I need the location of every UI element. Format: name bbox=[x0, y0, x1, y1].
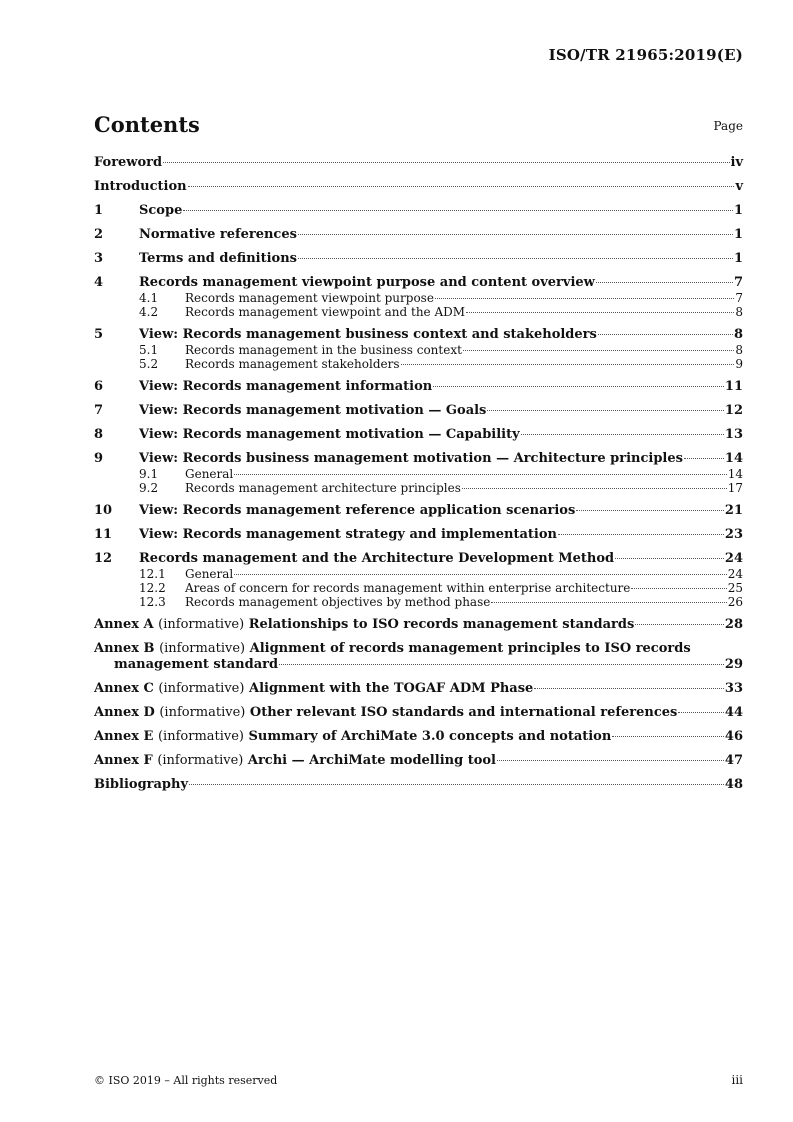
toc-title: Alignment with the TOGAF ADM Phase bbox=[248, 681, 534, 696]
toc-entry-annex-d[interactable] bbox=[94, 705, 743, 721]
toc-page: 33 bbox=[724, 681, 743, 696]
toc-title: Relationships to ISO records management standards bbox=[248, 617, 635, 632]
toc-title: Foreword bbox=[94, 155, 163, 170]
toc-title: View: Records management business context and stakeholders bbox=[139, 327, 597, 342]
toc-entry-8[interactable] bbox=[94, 427, 743, 443]
dot-leader bbox=[463, 350, 734, 351]
dot-leader bbox=[462, 488, 727, 489]
toc-title: View: Records management reference application scenarios bbox=[139, 503, 576, 518]
toc-title: Introduction bbox=[94, 179, 187, 194]
toc-page: 47 bbox=[724, 753, 743, 768]
dot-leader bbox=[435, 298, 734, 299]
dot-leader bbox=[298, 234, 733, 235]
dot-leader bbox=[401, 364, 735, 365]
toc-entry-foreword[interactable] bbox=[94, 155, 743, 171]
dot-leader bbox=[635, 624, 724, 625]
dot-leader bbox=[183, 210, 733, 211]
toc-title: Records management in the business context bbox=[185, 343, 462, 357]
toc-number: 12.3 bbox=[139, 595, 166, 609]
toc-page: 9 bbox=[735, 357, 743, 371]
toc-title: Terms and definitions bbox=[139, 251, 297, 266]
toc-title: View: Records management strategy and implementation bbox=[139, 527, 557, 542]
annex-label: Annex B bbox=[94, 641, 155, 656]
toc-entry-annex-b[interactable] bbox=[94, 641, 743, 673]
toc-page: 48 bbox=[724, 777, 743, 792]
toc-title: Other relevant ISO standards and international references bbox=[249, 705, 678, 720]
toc-title: View: Records business management motivation — Architecture principles bbox=[139, 451, 683, 466]
toc-entry-5-1[interactable] bbox=[94, 343, 743, 357]
document-reference: ISO/TR 21965:2019(E) bbox=[548, 46, 743, 64]
toc-entry-9-1[interactable] bbox=[94, 467, 743, 481]
dot-leader bbox=[491, 602, 726, 603]
toc-entry-annex-c[interactable] bbox=[94, 681, 743, 697]
toc-page: 44 bbox=[724, 705, 743, 720]
toc-entry-annex-a[interactable] bbox=[94, 617, 743, 633]
toc-number: 4 bbox=[94, 275, 104, 290]
dot-leader bbox=[558, 534, 724, 535]
toc-page: 46 bbox=[724, 729, 743, 744]
toc-entry-4[interactable] bbox=[94, 275, 743, 291]
page-title: Contents bbox=[94, 112, 200, 137]
dot-leader bbox=[631, 588, 726, 589]
toc-title: Records management viewpoint purpose and content overview bbox=[139, 275, 595, 290]
toc-page: 1 bbox=[733, 227, 743, 242]
toc-title: Records management and the Architecture Development Method bbox=[139, 551, 615, 566]
toc-entry-9-2[interactable] bbox=[94, 481, 743, 495]
annex-label: Annex A bbox=[94, 617, 154, 632]
toc-page: 1 bbox=[733, 251, 743, 266]
dot-leader bbox=[612, 736, 724, 737]
toc-number: 4.1 bbox=[139, 291, 159, 305]
dot-leader bbox=[521, 434, 724, 435]
toc-number: 6 bbox=[94, 379, 104, 394]
dot-leader bbox=[466, 312, 734, 313]
toc-page: 23 bbox=[724, 527, 743, 542]
toc-page: 17 bbox=[727, 481, 743, 495]
toc-entry-annex-e[interactable] bbox=[94, 729, 743, 745]
toc-title-line1: Alignment of records management principles to ISO records bbox=[249, 641, 691, 656]
toc-entry-introduction[interactable] bbox=[94, 179, 743, 195]
dot-leader bbox=[615, 558, 724, 559]
annex-label: Annex F bbox=[94, 753, 153, 768]
page-number: iii bbox=[731, 1073, 743, 1087]
dot-leader bbox=[684, 458, 724, 459]
page-column-label: Page bbox=[713, 119, 743, 133]
annex-label: Annex E bbox=[94, 729, 154, 744]
toc-page: iv bbox=[730, 155, 743, 170]
toc-page: 8 bbox=[733, 327, 743, 342]
toc-page: 7 bbox=[735, 291, 743, 305]
dot-leader bbox=[188, 186, 735, 187]
toc-title: Areas of concern for records management within enterprise architecture bbox=[185, 581, 631, 595]
toc-page: 11 bbox=[724, 379, 743, 394]
dot-leader bbox=[487, 410, 724, 411]
dot-leader bbox=[497, 760, 724, 761]
toc-page: v bbox=[735, 179, 743, 194]
toc-entry-9[interactable] bbox=[94, 451, 743, 467]
toc-entry-4-2[interactable] bbox=[94, 305, 743, 319]
toc-entry-4-1[interactable] bbox=[94, 291, 743, 305]
toc-page: 1 bbox=[733, 203, 743, 218]
toc-page: 13 bbox=[724, 427, 743, 442]
toc-number: 11 bbox=[94, 527, 113, 542]
toc-entry-12-2[interactable] bbox=[94, 581, 743, 595]
toc-page: 24 bbox=[727, 567, 743, 581]
toc-page: 14 bbox=[727, 467, 743, 481]
toc-number: 5 bbox=[94, 327, 104, 342]
toc-entry-6[interactable] bbox=[94, 379, 743, 395]
dot-leader bbox=[163, 162, 729, 163]
annex-type: (informative) bbox=[158, 681, 245, 696]
toc-number: 12.2 bbox=[139, 581, 166, 595]
dot-leader bbox=[598, 334, 733, 335]
table-of-contents bbox=[94, 155, 743, 793]
dot-leader bbox=[678, 712, 724, 713]
toc-title: Records management viewpoint and the ADM bbox=[185, 305, 466, 319]
toc-page: 7 bbox=[733, 275, 743, 290]
toc-entry-5-2[interactable] bbox=[94, 357, 743, 371]
dot-leader bbox=[534, 688, 724, 689]
toc-page: 21 bbox=[724, 503, 743, 518]
dot-leader bbox=[433, 386, 724, 387]
toc-title: Records management stakeholders bbox=[185, 357, 400, 371]
toc-title: Records management objectives by method phase bbox=[185, 595, 491, 609]
toc-number: 8 bbox=[94, 427, 104, 442]
dot-leader bbox=[596, 282, 733, 283]
toc-page: 12 bbox=[724, 403, 743, 418]
toc-number: 5.2 bbox=[139, 357, 159, 371]
toc-title: General bbox=[185, 467, 234, 481]
toc-page: 8 bbox=[735, 305, 743, 319]
toc-entry-2[interactable] bbox=[94, 227, 743, 243]
dot-leader bbox=[234, 574, 726, 575]
toc-number: 1 bbox=[94, 203, 104, 218]
toc-title: Archi — ArchiMate modelling tool bbox=[247, 753, 496, 768]
toc-page: 25 bbox=[727, 581, 743, 595]
toc-entry-5[interactable] bbox=[94, 327, 743, 343]
toc-page: 26 bbox=[727, 595, 743, 609]
dot-leader bbox=[189, 784, 724, 785]
toc-entry-12-3[interactable] bbox=[94, 595, 743, 609]
toc-number: 9 bbox=[94, 451, 104, 466]
annex-type: (informative) bbox=[157, 753, 244, 768]
toc-title-line2: management standard bbox=[114, 657, 279, 672]
toc-number: 4.2 bbox=[139, 305, 159, 319]
toc-number: 12.1 bbox=[139, 567, 166, 581]
toc-entry-annex-f[interactable] bbox=[94, 753, 743, 769]
annex-type: (informative) bbox=[159, 641, 246, 656]
toc-entry-11[interactable] bbox=[94, 527, 743, 543]
toc-title: Records management viewpoint purpose bbox=[185, 291, 434, 305]
toc-title: View: Records management motivation — Capability bbox=[139, 427, 520, 442]
toc-entry-1[interactable] bbox=[94, 203, 743, 219]
toc-number: 12 bbox=[94, 551, 113, 566]
toc-title: General bbox=[185, 567, 234, 581]
dot-leader bbox=[298, 258, 733, 259]
annex-type: (informative) bbox=[159, 705, 246, 720]
toc-entry-12-1[interactable] bbox=[94, 567, 743, 581]
toc-number: 7 bbox=[94, 403, 104, 418]
toc-entry-7[interactable] bbox=[94, 403, 743, 419]
toc-entry-3[interactable] bbox=[94, 251, 743, 267]
toc-number: 9.2 bbox=[139, 481, 159, 495]
dot-leader bbox=[576, 510, 724, 511]
toc-title: Records management architecture principles bbox=[185, 481, 461, 495]
toc-page: 28 bbox=[724, 617, 743, 632]
toc-entry-10[interactable] bbox=[94, 503, 743, 519]
toc-entry-bibliography[interactable] bbox=[94, 777, 743, 793]
toc-title: View: Records management information bbox=[139, 379, 433, 394]
toc-page: 8 bbox=[735, 343, 743, 357]
toc-page: 29 bbox=[724, 657, 743, 672]
toc-title: Normative references bbox=[139, 227, 297, 242]
annex-type: (informative) bbox=[158, 617, 245, 632]
toc-entry-12[interactable] bbox=[94, 551, 743, 567]
toc-number: 10 bbox=[94, 503, 113, 518]
toc-title: Scope bbox=[139, 203, 183, 218]
annex-label: Annex D bbox=[94, 705, 155, 720]
toc-number: 2 bbox=[94, 227, 104, 242]
toc-number: 3 bbox=[94, 251, 104, 266]
toc-page: 24 bbox=[724, 551, 743, 566]
annex-label: Annex C bbox=[94, 681, 154, 696]
annex-type: (informative) bbox=[157, 729, 245, 744]
toc-title: Bibliography bbox=[94, 777, 189, 792]
copyright-notice: © ISO 2019 – All rights reserved bbox=[94, 1074, 278, 1087]
dot-leader bbox=[279, 664, 724, 665]
toc-page: 14 bbox=[724, 451, 743, 466]
toc-number: 5.1 bbox=[139, 343, 159, 357]
dot-leader bbox=[234, 474, 726, 475]
toc-title: Summary of ArchiMate 3.0 concepts and notation bbox=[248, 729, 612, 744]
toc-title: View: Records management motivation — Goals bbox=[139, 403, 487, 418]
toc-number: 9.1 bbox=[139, 467, 159, 481]
